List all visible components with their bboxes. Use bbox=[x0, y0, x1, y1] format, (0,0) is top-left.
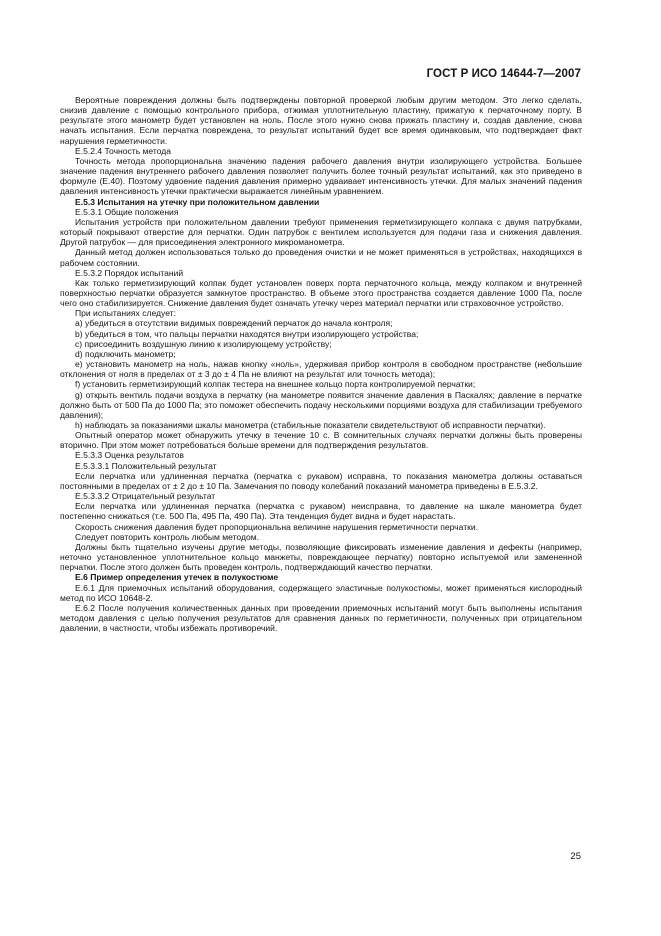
list-item: c) присоединить воздушную линию к изолирующему устройству; bbox=[75, 338, 332, 349]
paragraph: Должны быть тщательно изучены другие методы, позволяющие фиксировать изменение давления и дефекты (например, неточно установленное уплотнительное кольцо манжеты, повреждающее перчатку) повторно испытуемой или замененной перчатки. После этого должен быть проведен контроль, подтверждающий качество перчатки. bbox=[60, 541, 582, 573]
document-header: ГОСТ Р ИСО 14644-7—2007 bbox=[426, 68, 581, 80]
list-item: d) подключить манометр; bbox=[75, 348, 176, 359]
subsection-heading: Е.5.2.4 Точность метода bbox=[75, 145, 171, 156]
subsection-heading: Е.5.3.3.2 Отрицательный результат bbox=[75, 491, 216, 502]
list-item: f) установить герметизирующий колпак тестера на внешнее кольцо порта контролируемой перчатки; bbox=[75, 379, 476, 390]
subsection-heading: Е.5.3.3 Оценка результатов bbox=[75, 450, 184, 461]
document-body bbox=[60, 95, 582, 633]
paragraph: Если перчатка или удлиненная перчатка (перчатка с рукавом) неисправна, то давление на шкале манометра будет постепенно снижаться (т.е. 500 Па, 495 Па, 490 Па). Эта тенденция будет видна и будет нарастать. bbox=[60, 501, 582, 522]
paragraph: Вероятные повреждения должны быть подтверждены повторной проверкой любым другим методом. Это легко сделать, снизив давление с помощью контрольного прибора, отжимая уплотнительную пластину, прижатую к перчаточному порту. В результате этого манометр будет установлен на ноль. После этого нужно снова прижать пластину и, создав давление, снова начать испытания. Если перчатка повреждена, то результат испытаний будет все время одинаковым, что подтверждает факт нарушения герметичности. bbox=[60, 95, 582, 146]
list-item: b) убедиться в том, что пальцы перчатки находятся внутри изолирующего устройства; bbox=[75, 328, 419, 339]
paragraph: Скорость снижения давления будет пропорциональна величине нарушения герметичности перчатки. bbox=[75, 521, 479, 532]
list-item: g) открыть вентиль подачи воздуха в перчатку (на манометре появится значение давления в Паскалях; давление в перчатке должно быть от 500 Па до 1000 Па; это поможет обеспечить подачу несколькими порциями воздуха для стабилизации требуемого давления); bbox=[60, 389, 582, 420]
paragraph: Опытный оператор может обнаружить утечку в течение 10 с. В сомнительных случаях перчатки должны быть проверены вторично. При этом может потребоваться больше времени для подтверждения результатов. bbox=[60, 430, 582, 451]
section-heading: Е.5.3 Испытания на утечку при положительном давлении bbox=[75, 196, 320, 207]
section-heading: Е.6 Пример определения утечек в полукостюме bbox=[75, 572, 279, 583]
subsection-heading: Е.5.3.3.1 Положительный результат bbox=[75, 460, 217, 471]
list-item: e) установить манометр на ноль, нажав кнопку «ноль», удерживая прибор контроля в свободном пространстве (небольшие отклонения от ноля в пределах от ± 3 до ± 4 Па не влияют на результат или точность метода); bbox=[60, 359, 582, 380]
page-number: 25 bbox=[570, 851, 581, 862]
subsection-heading: Е.5.3.1 Общие положения bbox=[75, 206, 179, 217]
paragraph: Е.6.1 Для приемочных испытаний оборудования, содержащего эластичные полукостюмы, может применяться кислородный метод по ИСО 10648-2. bbox=[60, 582, 582, 603]
subsection-heading: Е.5.3.2 Порядок испытаний bbox=[75, 267, 184, 278]
paragraph: Точность метода пропорциональна значению падения рабочего давления внутри изолирующего устройства. Большее значение падения внутреннего рабочего давления позволяет получить более точный результат испытаний, как это приведено в формуле (Е.40). Поэтому удвоение падения давления примерно удваивает интенсивность утечки. Для малых значений падения давления интенсивность утечки практически выражается линейным уравнением. bbox=[60, 155, 582, 197]
paragraph: Данный метод должен использоваться только до проведения очистки и не может применяться в устройствах, находящихся в рабочем состоянии. bbox=[60, 247, 582, 268]
paragraph: Испытания устройств при положительном давлении требуют применения герметизирующего колпака с двумя патрубками, который покрывают отверстие для перчатки. Один патрубок с вентилем используется для подачи газа и снижения давления. Другой патрубок — для присоединения электронного микроманометра. bbox=[60, 216, 582, 248]
list-item: a) убедиться в отсутствии видимых повреждений перчаток до начала контроля; bbox=[75, 318, 393, 329]
paragraph: При испытаниях следует: bbox=[75, 308, 176, 319]
paragraph: Если перчатка или удлиненная перчатка (перчатка с рукавом) исправна, то показания манометра должны оставаться постоянными в пределах от ± 2 до ± 10 Па. Замечания по поводу колебаний показаний манометра приведены в Е.5.3.2. bbox=[60, 470, 582, 491]
paragraph: Как только герметизирующий колпак будет установлен поверх порта перчаточного кольца, между колпаком и внутренней поверхностью перчатки образуется замкнутое пространство. В объеме этого пространства создается давление 1000 Па, после чего оно стабилизируется. Снижение давления будет означать утечку через материал перчатки или страховочное устройство. bbox=[60, 277, 582, 309]
list-item: h) наблюдать за показаниями шкалы манометра (стабильные показатели свидетельствуют об исправности перчатки). bbox=[75, 420, 546, 430]
paragraph: Следует повторить контроль любым методом. bbox=[75, 531, 259, 542]
paragraph: Е.6.2 После получения количественных данных при проведении приемочных испытаний могут быть выполнены испытания методом давления с целью получения результатов для сравнения данных по герметичности, полученных при отрицательном давлении, в частности, чтобы избежать противоречий. bbox=[60, 602, 582, 634]
